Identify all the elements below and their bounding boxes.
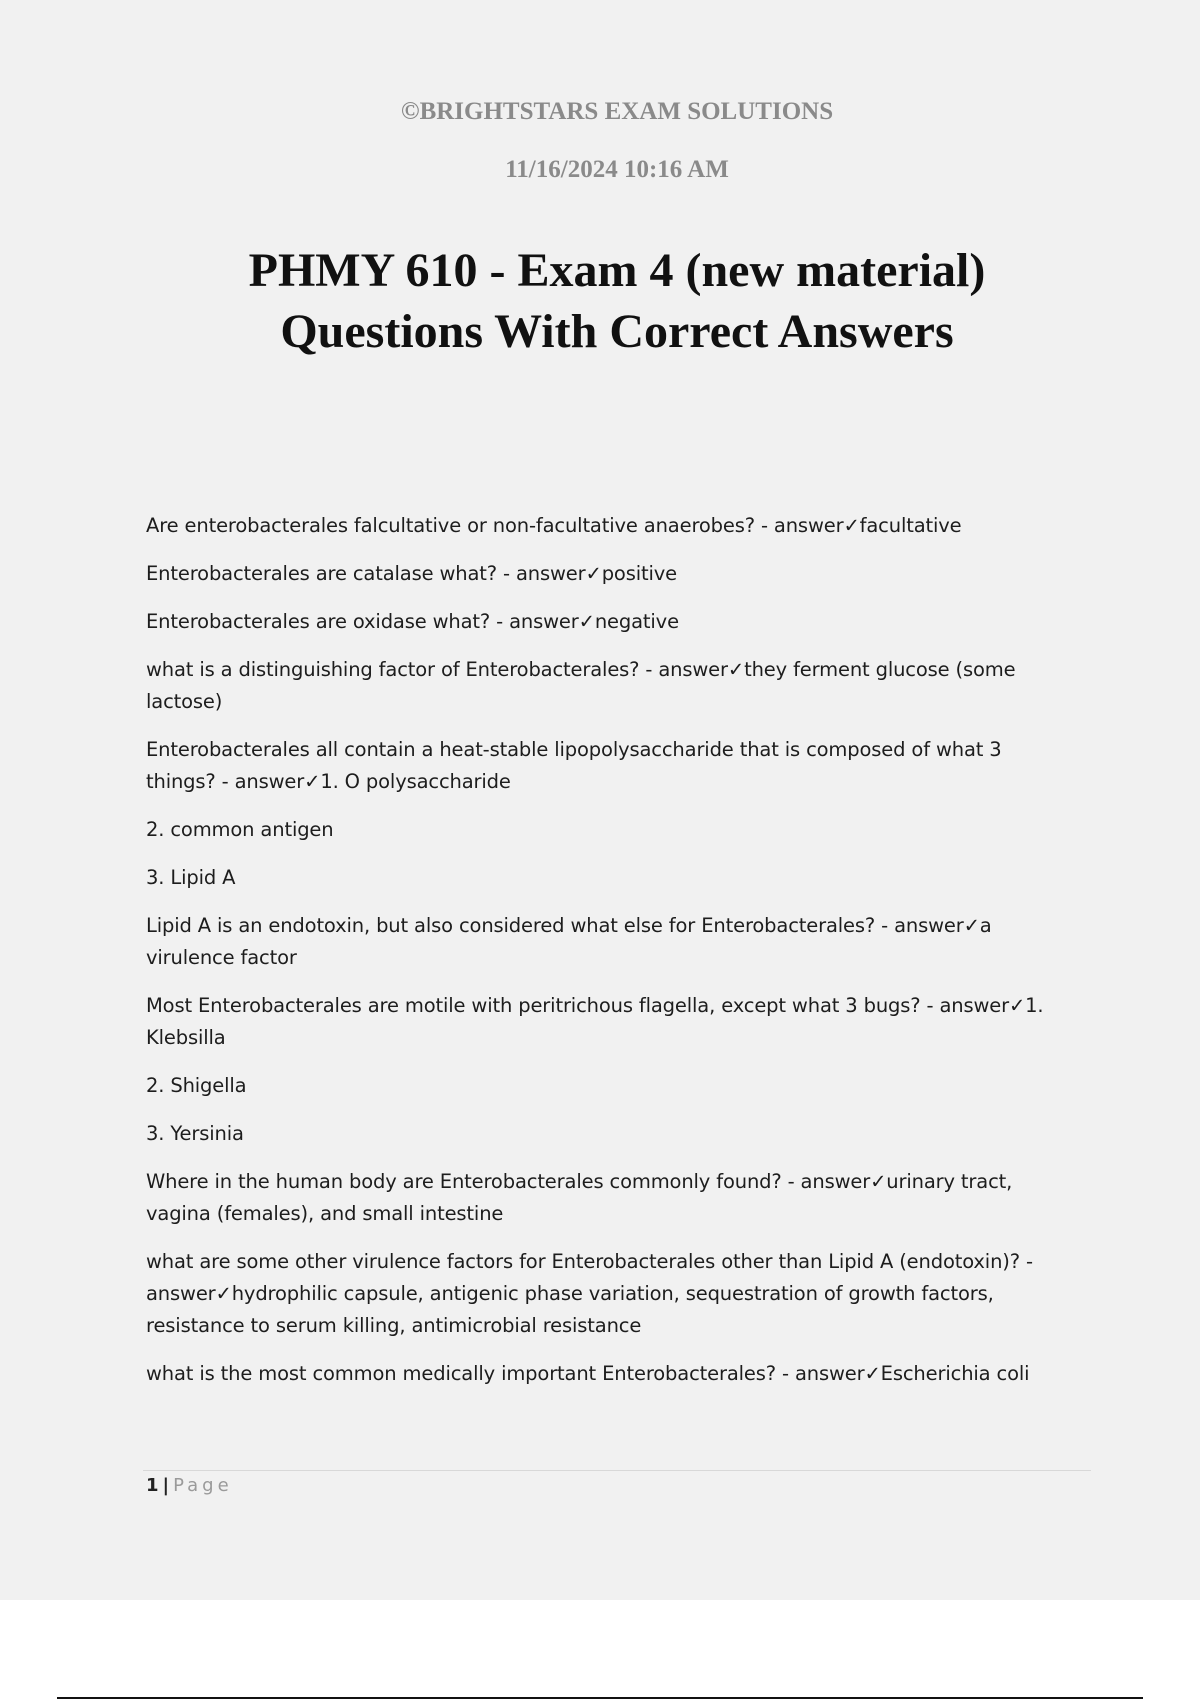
qa-item: 3. Yersinia	[146, 1122, 244, 1145]
qa-item: 2. Shigella	[146, 1074, 247, 1097]
brand-header: ©BRIGHTSTARS EXAM SOLUTIONS	[400, 98, 834, 125]
page-label: Page	[173, 1475, 233, 1496]
next-page-divider	[57, 1697, 1143, 1699]
page-title	[0, 240, 1200, 362]
qa-item: Lipid A is an endotoxin, but also considered what else for Enterobacterales? - answer✓a virulence factor	[146, 914, 992, 969]
footer-separator: |	[162, 1475, 170, 1496]
qa-item: Enterobacterales all contain a heat-stable lipopolysaccharide that is composed of what 3 things? - answer✓1. O polysaccharide	[146, 738, 1002, 793]
qa-item: what is a distinguishing factor of Enterobacterales? - answer✓they ferment glucose (some lactose)	[146, 658, 1016, 713]
qa-item: Most Enterobacterales are motile with peritrichous flagella, except what 3 bugs? - answer✓1. Klebsilla	[146, 994, 1044, 1049]
title-line-1: PHMY 610 - Exam 4 (new material)	[248, 244, 986, 297]
qa-item: what are some other virulence factors for Enterobacterales other than Lipid A (endotoxin)? - answer✓hydrophilic capsule, antigenic phase variation, sequestration of growth factors, resistance to serum killing, antimicrobial resistance	[146, 1250, 1033, 1337]
timestamp-header: 11/16/2024 10:16 AM	[505, 156, 729, 183]
footer-divider	[143, 1470, 1091, 1471]
qa-item: what is the most common medically important Enterobacterales? - answer✓Escherichia coli	[146, 1362, 1030, 1385]
page-footer	[146, 1474, 233, 1498]
qa-item: Where in the human body are Enterobacterales commonly found? - answer✓urinary tract, vagina (females), and small intestine	[146, 1170, 1013, 1225]
qa-item: 3. Lipid A	[146, 866, 236, 889]
qa-item: Enterobacterales are catalase what? - answer✓positive	[146, 562, 677, 585]
qa-item: 2. common antigen	[146, 818, 334, 841]
qa-item: Enterobacterales are oxidase what? - answer✓negative	[146, 610, 679, 633]
title-line-2: Questions With Correct Answers	[280, 305, 954, 358]
qa-item: Are enterobacterales falcultative or non-facultative anaerobes? - answer✓facultative	[146, 514, 962, 537]
qa-list	[146, 510, 1076, 1406]
page-number: 1	[146, 1475, 159, 1496]
